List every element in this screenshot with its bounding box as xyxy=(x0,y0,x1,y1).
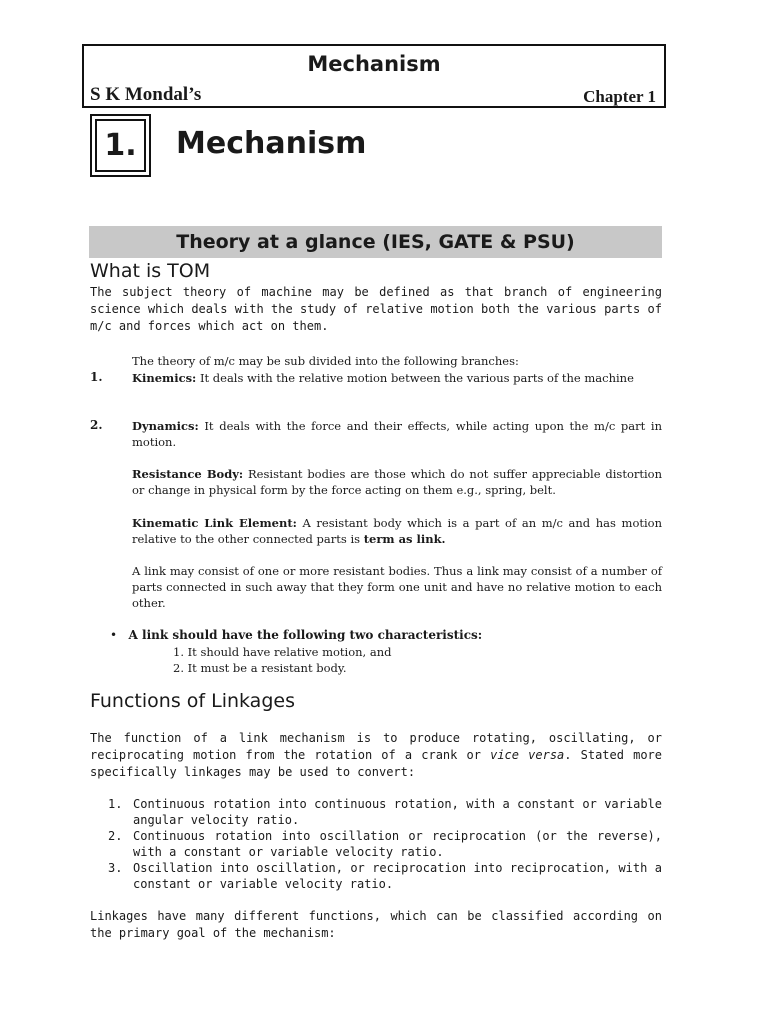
characteristics-list xyxy=(173,644,392,676)
term-kinemics: Kinemics: xyxy=(132,371,197,385)
dynamics-text: It deals with the force and their effects, while acting upon the m/c part in motion. xyxy=(132,419,662,449)
conversion-list xyxy=(108,796,662,892)
resistance-body-text: Resistant bodies are those which do not suffer appreciable distortion or change in physical form by the force acting on them e.g., spring, belt. xyxy=(132,467,662,497)
chapter-title: Mechanism xyxy=(176,126,367,161)
chapter-number: 1. xyxy=(95,119,146,172)
tom-intro: The subject theory of machine may be defined as that branch of engineering science which deals with the study of relative motion both the various parts of m/c and forces which act on them. xyxy=(90,285,662,333)
linkages-intro-a: The function of a link mechanism is to produce rotating, oscillating, or reciprocating motion from the rotation of a crank or xyxy=(90,731,662,762)
term-dynamics: Dynamics: xyxy=(132,419,199,433)
resistance-body-definition xyxy=(132,466,662,498)
list-number: 2. xyxy=(108,829,123,843)
list-text: Continuous rotation into oscillation or reciprocation (or the reverse), with a constant or variable velocity ratio. xyxy=(133,829,662,859)
branches-intro: The theory of m/c may be sub divided into the following branches: xyxy=(132,354,519,368)
section-banner: Theory at a glance (IES, GATE & PSU) xyxy=(89,226,662,258)
list-text: Oscillation into oscillation, or reciprocation into reciprocation, with a constant or variable velocity ratio. xyxy=(133,861,662,891)
term-as-link: term as link. xyxy=(363,532,446,546)
characteristics-bullet xyxy=(110,628,482,642)
header-title: Mechanism xyxy=(307,52,441,76)
header-author: S K Mondal’s xyxy=(90,84,202,105)
heading-what-is-tom: What is TOM xyxy=(90,260,211,282)
heading-functions-of-linkages: Functions of Linkages xyxy=(90,690,295,712)
list-item: 2. It must be a resistant body. xyxy=(173,661,347,675)
item-number: 2. xyxy=(90,418,103,432)
bullet-icon: • xyxy=(110,628,129,642)
list-item xyxy=(108,828,662,860)
kinematic-link-text: A resistant body which is a part of an m/c and has motion relative to the other connected parts is xyxy=(132,516,662,546)
kinemics-definition xyxy=(132,370,662,386)
term-kinematic-link: Kinematic Link Element: xyxy=(132,516,297,530)
list-number: 1. xyxy=(108,797,123,811)
kinemics-text: It deals with the relative motion between the various parts of the machine xyxy=(196,371,634,385)
list-item xyxy=(108,796,662,828)
chapter-number-box xyxy=(90,114,151,177)
list-item xyxy=(108,860,662,892)
link-paragraph: A link may consist of one or more resistant bodies. Thus a link may consist of a number of parts connected in such away that they form one unit and have no relative motion to each other. xyxy=(132,564,662,610)
linkages-closing: Linkages have many different functions, which can be classified according on the primary goal of the mechanism: xyxy=(90,909,662,940)
list-number: 3. xyxy=(108,861,123,875)
header-chapter: Chapter 1 xyxy=(583,87,656,106)
linkages-intro xyxy=(90,730,662,781)
dynamics-definition xyxy=(132,418,662,450)
page-header xyxy=(82,44,666,108)
kinematic-link-definition xyxy=(132,515,662,547)
term-resistance-body: Resistance Body: xyxy=(132,467,244,481)
linkages-intro-b: . Stated more specifically linkages may be used to convert: xyxy=(90,748,663,779)
list-item: 1. It should have relative motion, and xyxy=(173,645,392,659)
linkages-intro-italic: vice versa xyxy=(490,748,565,762)
list-text: Continuous rotation into continuous rotation, with a constant or variable angular velocity ratio. xyxy=(133,797,662,827)
item-number: 1. xyxy=(90,370,103,384)
characteristics-heading: A link should have the following two characteristics: xyxy=(128,628,483,642)
